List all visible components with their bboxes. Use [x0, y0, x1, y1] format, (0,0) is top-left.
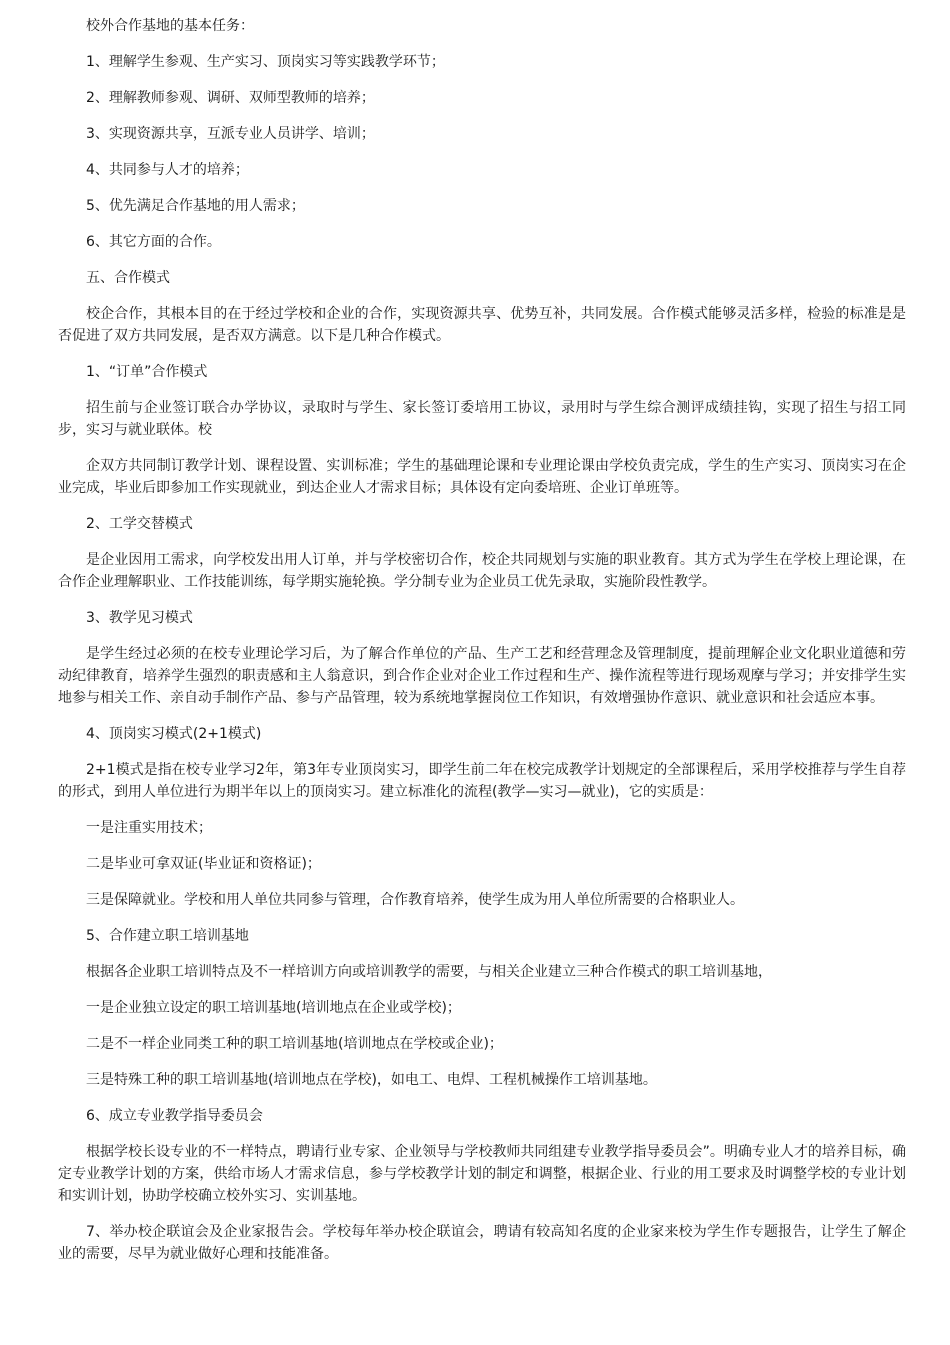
subheading-work-study-mode: 2、工学交替模式: [86, 516, 193, 532]
subheading-training-base: 5、合作建立职工培训基地: [86, 928, 249, 944]
section-heading-cooperation-modes: 五、合作模式: [86, 270, 170, 286]
paragraph-intro-tasks: 校外合作基地的基本任务：: [86, 18, 254, 34]
paragraph-order-mode-2: 企双方共同制订教学计划、课程设置、实训标准；学生的基础理论课和专业理论课由学校负责完成，学生的生产实习、顶岗实习在企业完成，毕业后即参加工作实现就业，到达企业人才需求目标；具体设有定向委培班、企业订单班等。: [58, 458, 906, 496]
paragraph-order-mode-1: 招生前与企业签订联合办学协议，录取时与学生、家长签订委培用工协议，录用时与学生综合测评成绩挂钩，实现了招生与招工同步，实习与就业联体。校: [58, 400, 906, 438]
list-item-training-3: 三是特殊工种的职工培训基地(培训地点在学校)，如电工、电焊、工程机械操作工培训基地。: [86, 1072, 657, 1088]
subheading-order-mode: 1、“订单”合作模式: [86, 364, 208, 380]
list-item-internship-3: 三是保障就业。学校和用人单位共同参与管理，合作教育培养，使学生成为用人单位所需要的合格职业人。: [86, 892, 744, 908]
document-body: [58, 15, 906, 1265]
subheading-guidance-committee: 6、成立专业教学指导委员会: [86, 1108, 263, 1124]
list-item-training-1: 一是企业独立设定的职工培训基地(培训地点在企业或学校)；: [86, 1000, 461, 1016]
list-item-task-3: 3、实现资源共享，互派专业人员讲学、培训；: [86, 126, 375, 142]
list-item-task-4: 4、共同参与人才的培养；: [86, 162, 249, 178]
paragraph-guidance-committee: 根据学校长设专业的不一样特点，聘请行业专家、企业领导与学校教师共同组建专业教学指导委员会”。明确专业人才的培养目标，确定专业教学计划的方案，供给市场人才需求信息，参与学校教学计划的制定和调整，根据企业、行业的用工要求及时调整学校的专业计划和实训计划，协助学校确立校外实习、实训基地。: [58, 1144, 906, 1204]
list-item-internship-2: 二是毕业可拿双证(毕业证和资格证)；: [86, 856, 321, 872]
list-item-training-2: 二是不一样企业同类工种的职工培训基地(培训地点在学校或企业)；: [86, 1036, 503, 1052]
list-item-task-2: 2、理解教师参观、调研、双师型教师的培养；: [86, 90, 375, 106]
paragraph-enterprise-forum: 7、举办校企联谊会及企业家报告会。学校每年举办校企联谊会，聘请有较高知名度的企业家来校为学生作专题报告，让学生了解企业的需要，尽早为就业做好心理和技能准备。: [58, 1224, 906, 1262]
paragraph-internship-mode: 2+1模式是指在校专业学习2年，第3年专业顶岗实习，即学生前二年在校完成教学计划规定的全部课程后，采用学校推荐与学生自荐的形式，到用人单位进行为期半年以上的顶岗实习。建立标准化的流程(教学—实习—就业)，它的实质是：: [58, 762, 906, 800]
paragraph-cooperation-overview: 校企合作，其根本目的在于经过学校和企业的合作，实现资源共享、优势互补，共同发展。合作模式能够灵活多样，检验的标准是是否促进了双方共同发展，是否双方满意。以下是几种合作模式。: [58, 306, 906, 344]
list-item-internship-1: 一是注重实用技术；: [86, 820, 212, 836]
subheading-observation-mode: 3、教学见习模式: [86, 610, 193, 626]
list-item-task-5: 5、优先满足合作基地的用人需求；: [86, 198, 305, 214]
paragraph-work-study-mode: 是企业因用工需求，向学校发出用人订单，并与学校密切合作，校企共同规划与实施的职业教育。其方式为学生在学校上理论课，在合作企业理解职业、工作技能训练，每学期实施轮换。学分制专业为企业员工优先录取，实施阶段性教学。: [58, 552, 906, 590]
list-item-task-6: 6、其它方面的合作。: [86, 234, 221, 250]
subheading-internship-mode: 4、顶岗实习模式(2+1模式): [86, 726, 262, 742]
list-item-task-1: 1、理解学生参观、生产实习、顶岗实习等实践教学环节；: [86, 54, 445, 70]
paragraph-observation-mode: 是学生经过必须的在校专业理论学习后，为了解合作单位的产品、生产工艺和经营理念及管理制度，提前理解企业文化职业道德和劳动纪律教育，培养学生强烈的职责感和主人翁意识，到合作企业对企业工作过程和生产、操作流程等进行现场观摩与学习；并安排学生实地参与相关工作、亲自动手制作产品、参与产品管理，较为系统地掌握岗位工作知识，有效增强协作意识、就业意识和社会适应本事。: [58, 646, 906, 706]
paragraph-training-base: 根据各企业职工培训特点及不一样培训方向或培训教学的需要，与相关企业建立三种合作模式的职工培训基地，: [86, 964, 772, 980]
